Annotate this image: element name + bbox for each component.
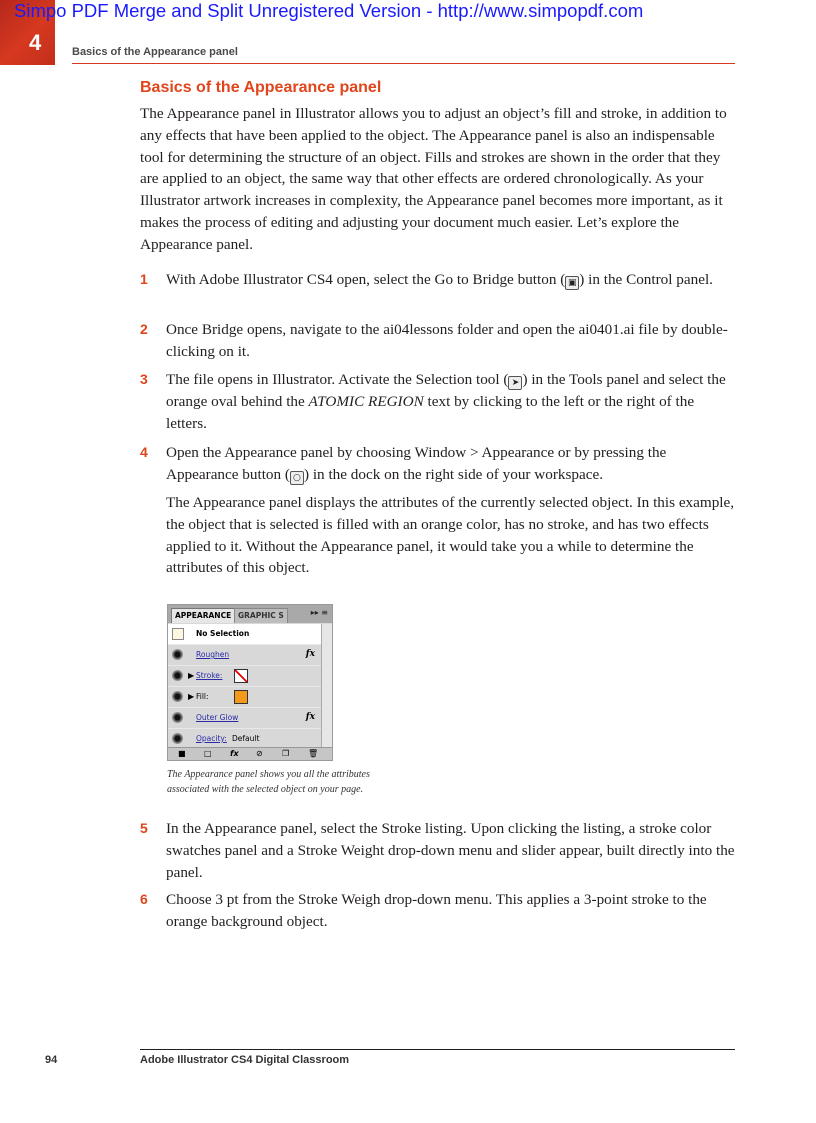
- step-text: Choose 3 pt from the Stroke Weigh drop-down menu. This applies a 3-point stroke to the orange background object.: [166, 891, 707, 930]
- step-1: [140, 269, 735, 291]
- panel-scrollbar[interactable]: [321, 624, 332, 750]
- fill-swatch[interactable]: [234, 690, 248, 704]
- step-text-part: Open the Appearance panel by choosing Window > Appearance or by pressing the Appearance button (: [166, 444, 667, 483]
- panel-row-fill[interactable]: [168, 687, 321, 708]
- stroke-swatch[interactable]: [234, 669, 248, 683]
- selection-label: No Selection: [196, 629, 250, 638]
- panel-tab-bar: [168, 605, 332, 623]
- step-4: [140, 442, 735, 486]
- opacity-label[interactable]: Opacity:: [196, 734, 227, 743]
- duplicate-item-icon[interactable]: ❐: [282, 749, 290, 758]
- panel-row-outer-glow[interactable]: [168, 708, 321, 729]
- eye-icon[interactable]: [172, 712, 183, 723]
- disclosure-triangle-icon[interactable]: ▶: [188, 692, 195, 701]
- selection-tool-icon: ➤: [508, 376, 522, 390]
- fill-label: Fill:: [196, 692, 209, 701]
- add-effect-icon[interactable]: fx: [230, 749, 239, 758]
- clear-appearance-icon[interactable]: ⊘: [256, 749, 263, 758]
- panel-row-selection[interactable]: [168, 624, 321, 645]
- step-number: 4: [140, 444, 148, 460]
- fx-icon: fx: [305, 649, 315, 659]
- panel-row-roughen[interactable]: [168, 645, 321, 666]
- new-art-basic-icon[interactable]: ■: [178, 749, 186, 758]
- step-number: 5: [140, 820, 148, 836]
- page-number: 94: [45, 1054, 58, 1066]
- roughen-label[interactable]: Roughen: [196, 650, 230, 659]
- stroke-label[interactable]: Stroke:: [196, 671, 223, 680]
- step-text: [166, 442, 735, 486]
- watermark-link[interactable]: Simpo PDF Merge and Split Unregistered Version - http://www.simpopdf.com: [14, 0, 644, 21]
- panel-bottom-toolbar: [168, 747, 332, 760]
- outer-glow-label[interactable]: Outer Glow: [196, 713, 239, 722]
- step-text-part: ) in the Control panel.: [579, 271, 713, 288]
- book-title: Adobe Illustrator CS4 Digital Classroom: [140, 1054, 350, 1066]
- footer-rule: [140, 1049, 735, 1050]
- section-title: Basics of the Appearance panel: [140, 79, 382, 96]
- step-number: 1: [140, 271, 148, 287]
- step-text-part: ) in the Tools panel and select the orange oval behind the: [166, 371, 726, 410]
- step-text-part: text by clicking to the left or the right of the letters.: [166, 392, 695, 432]
- step-4-followup: [140, 492, 735, 579]
- step-text: [166, 269, 735, 291]
- step-text: [166, 369, 735, 434]
- intro-paragraph: The Appearance panel in Illustrator allows you to adjust an object’s fill and stroke, in addition to any effects that have been applied to the object. The Appearance panel is also an indispensable tool for determining the structure of an object. Fills and strokes are shown in the order that they are applied to an object, the same way that other effects are ordered chronologically. As your Illustrator artwork increases in complexity, the Appearance panel becomes more important, as it makes the process of editing and adjusting your document much easier. Let’s explore the Appearance panel.: [140, 105, 727, 253]
- object-thumbnail-icon: [172, 628, 184, 640]
- step-3: [140, 369, 735, 434]
- step-6: [140, 889, 735, 933]
- tab-appearance[interactable]: APPEARANCE: [171, 608, 235, 623]
- step-text: Once Bridge opens, navigate to the ai04lessons folder and open the ai0401.ai file by double-clicking on it.: [166, 321, 728, 360]
- panel-row-stroke[interactable]: [168, 666, 321, 687]
- panel-menu-icon[interactable]: ▸▸ ≡: [310, 608, 328, 617]
- chapter-number: 4: [29, 30, 42, 55]
- go-to-bridge-icon: ▣: [565, 276, 579, 290]
- step-number: 6: [140, 891, 148, 907]
- step-5: [140, 818, 735, 883]
- panel-rows: [168, 624, 321, 750]
- eye-icon[interactable]: [172, 691, 183, 702]
- step-followup-text: The Appearance panel displays the attributes of the currently selected object. In this example, the object that is selected is filled with an orange color, has no stroke, and has two effects applied to it. Without the Appearance panel, it would take you a while to determine the attributes of this object.: [166, 494, 735, 577]
- appearance-button-icon: ○: [290, 471, 304, 485]
- disclosure-triangle-icon[interactable]: ▶: [188, 671, 195, 680]
- step-text-part: ) in the dock on the right side of your workspace.: [303, 465, 604, 483]
- step-text-italic: ATOMIC REGION: [308, 392, 424, 410]
- step-2: [140, 319, 735, 363]
- appearance-panel-figure: [167, 604, 333, 761]
- tab-graphic-styles[interactable]: GRAPHIC S: [234, 608, 288, 623]
- eye-icon[interactable]: [172, 670, 183, 681]
- eye-icon[interactable]: [172, 733, 183, 744]
- step-text: In the Appearance panel, select the Stroke listing. Upon clicking the listing, a stroke color swatches panel and a Stroke Weight drop-down menu and slider appear, built directly into the panel.: [166, 820, 735, 881]
- header-rule: [72, 63, 735, 64]
- step-text-part: With Adobe Illustrator CS4 open, select the Go to Bridge button (: [166, 271, 566, 288]
- trash-icon[interactable]: 🗑: [308, 749, 319, 758]
- opacity-value: Default: [232, 734, 260, 743]
- step-text-part: The file opens in Illustrator. Activate the Selection tool (: [166, 371, 509, 388]
- eye-icon[interactable]: [172, 649, 183, 660]
- step-number: 2: [140, 321, 148, 337]
- step-number: 3: [140, 371, 148, 387]
- running-head: Basics of the Appearance panel: [72, 46, 238, 58]
- fx-icon: fx: [305, 712, 315, 722]
- figure-caption: The Appearance panel shows you all the attributes associated with the selected object on your page.: [167, 769, 370, 795]
- add-fill-icon[interactable]: □: [204, 749, 212, 758]
